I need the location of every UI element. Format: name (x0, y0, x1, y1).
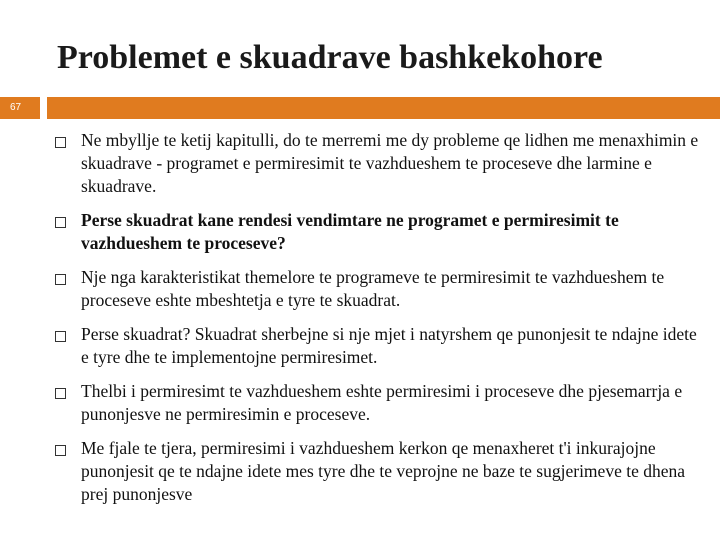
square-bullet-icon (55, 217, 66, 228)
square-bullet-icon (55, 137, 66, 148)
list-item (0, 209, 720, 255)
list-item-text: Nje nga karakteristikat themelore te programeve te permiresimit te vazhdueshem te proceseve eshte mbeshtetja e tyre te skuadrat. (81, 267, 665, 310)
list-item-text: Thelbi i permiresimt te vazhdueshem eshte permiresimi i proceseve dhe pjesemarrja e punonjesve ne permiresimin e proceseve. (81, 381, 683, 424)
accent-divider (39, 97, 47, 119)
list-item (0, 323, 720, 369)
list-item (0, 266, 720, 312)
square-bullet-icon (55, 445, 66, 456)
page-number: 67 (0, 97, 39, 119)
square-bullet-icon (55, 331, 66, 342)
list-item-text: Ne mbyllje te ketij kapitulli, do te merremi me dy probleme qe lidhen me menaxhimin e skuadrave - programet e permiresimit te vazhdueshem te proceseve dhe larmine e skuadrave. (81, 130, 699, 196)
list-item-text: Perse skuadrat? Skuadrat sherbejne si nje mjet i natyrshem qe punonjesit te ndajne idete e tyre dhe te implementojne permiresimet. (81, 324, 697, 367)
list-item (0, 129, 720, 198)
list-item-text: Me fjale te tjera, permiresimi i vazhdueshem kerkon qe menaxheret t'i inkurajojne punonjesit qe te ndajne idete mes tyre dhe te veprojne ne baze te sugjerimeve te dhena prej punonjesve (81, 438, 685, 504)
square-bullet-icon (55, 388, 66, 399)
square-bullet-icon (55, 274, 66, 285)
list-item (0, 437, 720, 506)
accent-bar (0, 97, 720, 119)
bullet-list (0, 129, 720, 517)
accent-fill (47, 97, 720, 119)
list-item-text: Perse skuadrat kane rendesi vendimtare ne programet e permiresimit te vazhdueshem te proceseve? (81, 210, 619, 253)
list-item (0, 380, 720, 426)
slide-title: Problemet e skuadrave bashkekohore (57, 39, 603, 76)
